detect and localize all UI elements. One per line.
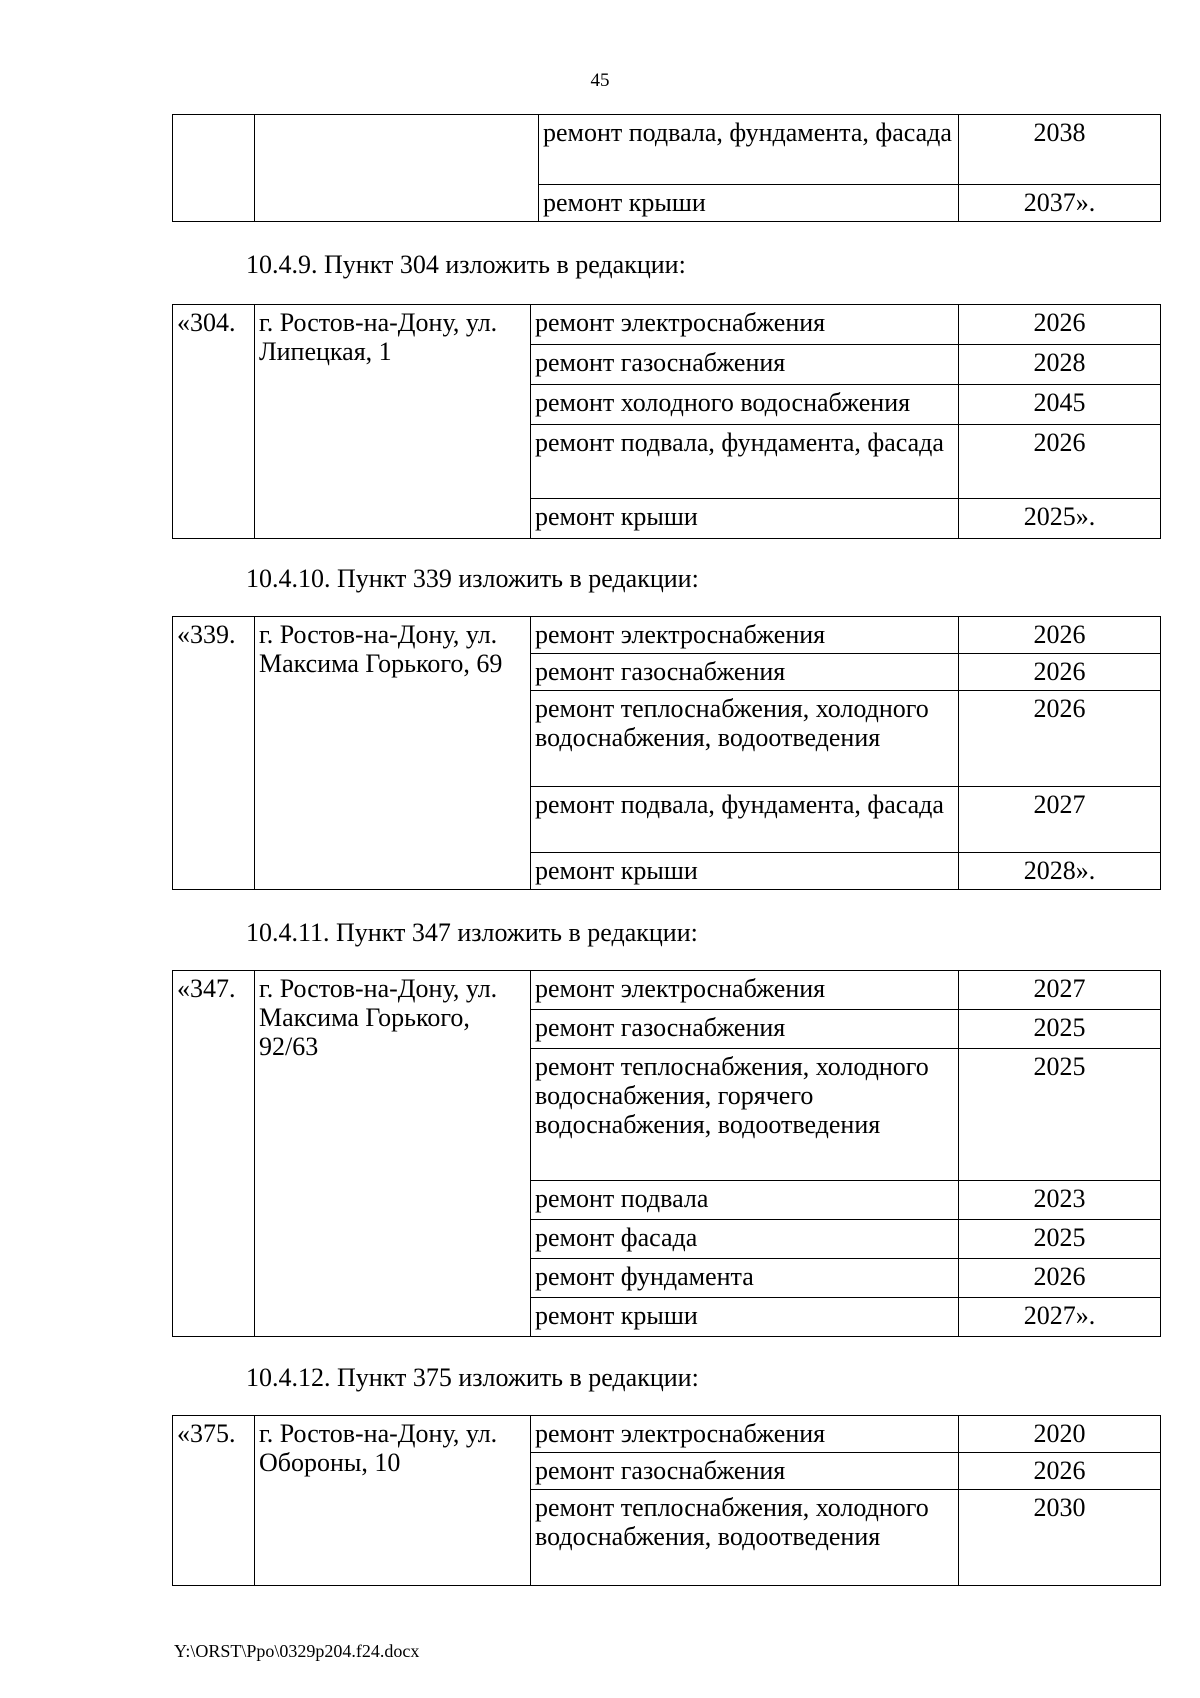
work-cell: ремонт электроснабжения: [531, 971, 959, 1010]
year-cell: 2023: [959, 1181, 1161, 1220]
year-cell: 2026: [959, 425, 1161, 499]
year-cell: 2026: [959, 617, 1161, 654]
section-heading: 10.4.9. Пункт 304 изложить в редакции:: [246, 250, 686, 279]
item-number-cell: «375.: [173, 1416, 255, 1586]
work-cell: ремонт холодного водоснабжения: [531, 385, 959, 425]
address-cell: г. Ростов-на-Дону, ул. Максима Горького, 92/63: [255, 971, 531, 1337]
year-cell: 2027: [959, 971, 1161, 1010]
address-cell: г. Ростов-на-Дону, ул. Обороны, 10: [255, 1416, 531, 1586]
work-cell: ремонт подвала, фундамента, фасада: [539, 115, 959, 185]
year-cell: 2028: [959, 345, 1161, 385]
year-cell: 2020: [959, 1416, 1161, 1453]
work-cell: ремонт крыши: [531, 499, 959, 539]
work-cell: ремонт крыши: [531, 853, 959, 890]
work-cell: ремонт электроснабжения: [531, 617, 959, 654]
work-cell: ремонт фундамента: [531, 1259, 959, 1298]
item-number-cell: «304.: [173, 305, 255, 539]
section-heading: 10.4.11. Пункт 347 изложить в редакции:: [246, 918, 698, 947]
address-cell: г. Ростов-на-Дону, ул. Максима Горького, 69: [255, 617, 531, 890]
work-cell: ремонт электроснабжения: [531, 1416, 959, 1453]
section-heading: 10.4.12. Пункт 375 изложить в редакции:: [246, 1363, 699, 1392]
work-cell: ремонт газоснабжения: [531, 1010, 959, 1049]
year-cell: 2026: [959, 1453, 1161, 1490]
address-cell: г. Ростов-на-Дону, ул. Липецкая, 1: [255, 305, 531, 539]
item-number-cell: «347.: [173, 971, 255, 1337]
year-cell: 2025».: [959, 499, 1161, 539]
year-cell: 2025: [959, 1010, 1161, 1049]
address-cell: [255, 115, 539, 222]
work-cell: ремонт фасада: [531, 1220, 959, 1259]
section-table: [172, 1415, 1161, 1586]
continuation-table: [172, 114, 1161, 222]
section-table: [172, 970, 1161, 1337]
section-table: [172, 616, 1161, 890]
work-cell: ремонт теплоснабжения, холодного водоснабжения, водоотведения: [531, 1490, 959, 1586]
year-cell: 2045: [959, 385, 1161, 425]
year-cell: 2030: [959, 1490, 1161, 1586]
work-cell: ремонт теплоснабжения, холодного водоснабжения, горячего водоснабжения, водоотведения: [531, 1049, 959, 1181]
year-cell: 2026: [959, 1259, 1161, 1298]
year-cell: 2026: [959, 654, 1161, 691]
year-cell: 2038: [959, 115, 1161, 185]
work-cell: ремонт подвала, фундамента, фасада: [531, 425, 959, 499]
section-heading: 10.4.10. Пункт 339 изложить в редакции:: [246, 564, 699, 593]
work-cell: ремонт крыши: [531, 1298, 959, 1337]
section-table: [172, 304, 1161, 539]
year-cell: 2025: [959, 1049, 1161, 1181]
item-number-cell: [173, 115, 255, 222]
year-cell: 2026: [959, 305, 1161, 345]
work-cell: ремонт газоснабжения: [531, 1453, 959, 1490]
year-cell: 2026: [959, 691, 1161, 787]
work-cell: ремонт газоснабжения: [531, 654, 959, 691]
page-number: 45: [590, 70, 610, 91]
year-cell: 2028».: [959, 853, 1161, 890]
footer-file-path: Y:\ORST\Ppo\0329p204.f24.docx: [174, 1641, 420, 1661]
work-cell: ремонт газоснабжения: [531, 345, 959, 385]
item-number-cell: «339.: [173, 617, 255, 890]
work-cell: ремонт подвала: [531, 1181, 959, 1220]
year-cell: 2037».: [959, 185, 1161, 222]
year-cell: 2027: [959, 787, 1161, 853]
work-cell: ремонт электроснабжения: [531, 305, 959, 345]
work-cell: ремонт подвала, фундамента, фасада: [531, 787, 959, 853]
work-cell: ремонт крыши: [539, 185, 959, 222]
year-cell: 2027».: [959, 1298, 1161, 1337]
year-cell: 2025: [959, 1220, 1161, 1259]
work-cell: ремонт теплоснабжения, холодного водоснабжения, водоотведения: [531, 691, 959, 787]
